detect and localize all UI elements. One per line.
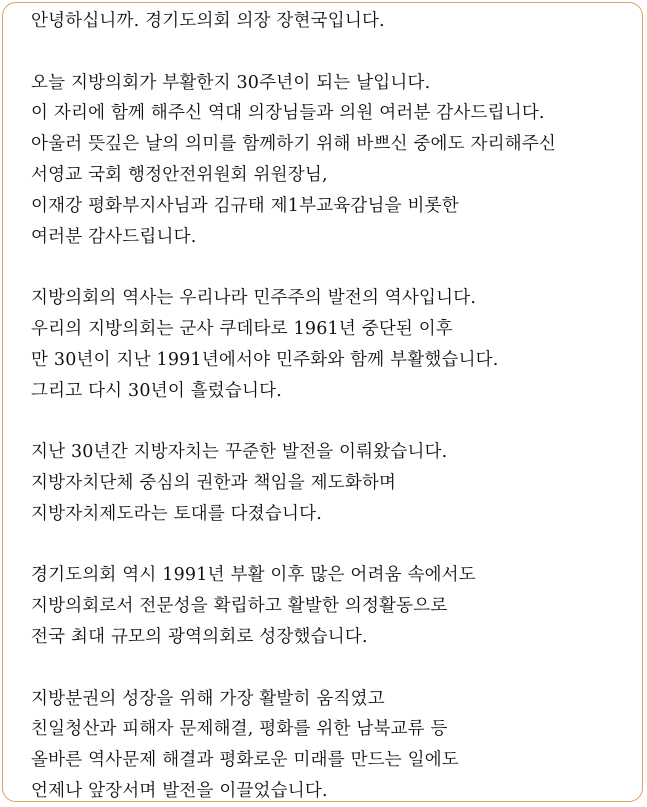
text-line: 올바른 역사문제 해결과 평화로운 미래를 만드는 일에도 [31, 750, 459, 771]
text-line: 지방의회로서 전문성을 확립하고 활발한 의정활동으로 [31, 596, 448, 617]
text-line: 서영교 국회 행정안전위원회 위원장님, [31, 164, 328, 185]
paragraph-gap [31, 530, 643, 561]
text-line: 지방자치제도라는 토대를 다졌습니다. [31, 503, 322, 524]
text-line: 지방의회의 역사는 우리나라 민주주의 발전의 역사입니다. [31, 288, 477, 309]
text-line: 지방자치단체 중심의 권한과 책임을 제도화하며 [31, 472, 397, 493]
text-line: 언제나 앞장서며 발전을 이끌었습니다. [31, 780, 328, 801]
text-line: 여러분 감사드립니다. [31, 226, 197, 247]
text-line: 전국 최대 규모의 광역의회로 성장했습니다. [31, 626, 368, 647]
text-line: 만 30년이 지난 1991년에서야 민주화와 함께 부활했습니다. [31, 349, 499, 370]
text-line: 지난 30년간 지방자치는 꾸준한 발전을 이뤄왔습니다. [31, 442, 448, 463]
text-line: 안녕하십니까. 경기도의회 의장 장현국입니다. [31, 11, 385, 31]
text-line: 이재강 평화부지사님과 김규태 제1부교육감님을 비롯한 [31, 195, 459, 216]
text-line: 지방분권의 성장을 위해 가장 활발히 움직였고 [31, 688, 385, 709]
text-line: 아울러 뜻깊은 날의 의미를 함께하기 위해 바쁘신 중에도 자리해주신 [31, 134, 557, 155]
text-line: 경기도의회 역시 1991년 부활 이후 많은 어려움 속에서도 [31, 565, 476, 586]
text-line: 그리고 다시 30년이 흘렀습니다. [31, 380, 282, 401]
speech-text [31, 6, 643, 807]
paragraph-gap [31, 406, 643, 437]
text-line: 우리의 지방의회는 군사 쿠데타로 1961년 중단된 이후 [31, 318, 454, 339]
text-line: 친일청산과 피해자 문제해결, 평화를 위한 남북교류 등 [31, 719, 448, 740]
paragraph-gap [31, 653, 643, 684]
paragraph-gap [31, 252, 643, 283]
paragraph-gap [31, 37, 643, 68]
text-line: 오늘 지방의회가 부활한지 30주년이 되는 날입니다. [31, 72, 431, 93]
text-line: 이 자리에 함께 해주신 역대 의장님들과 의원 여러분 감사드립니다. [31, 103, 545, 124]
